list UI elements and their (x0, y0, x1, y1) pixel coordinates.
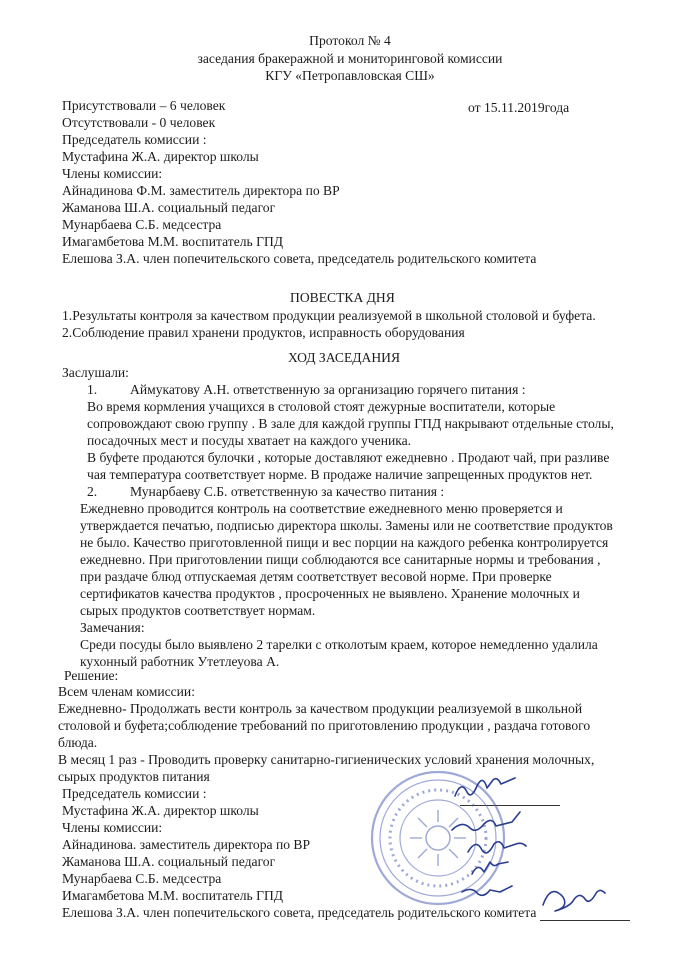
speaker-text-line: Во время кормления учащихся в столовой стоят дежурные воспитатели, которые (87, 399, 556, 414)
member-line: Мунарбаева С.Б. медсестра (62, 217, 222, 232)
chair-label: Председатель комиссии : (62, 132, 207, 147)
member-line: Елешова З.А. член попечительского совета, председатель родительского комитета (62, 251, 537, 266)
members-label: Члены комиссии: (62, 166, 163, 181)
protocol-date: от 15.11.2019года (468, 100, 570, 115)
member-signature (462, 886, 512, 895)
present-count: Присутствовали – 6 человек (62, 98, 226, 113)
speaker-text-line: чая температура соответствует норме. В продаже наличие запрещенных продуктов нет. (87, 467, 593, 482)
agenda-item: 1.Результаты контроля за качеством продукции реализуемой в школьной столовой и буфета. (62, 308, 596, 323)
speaker-number: 1. (87, 382, 98, 397)
signature-member-line: Мунарбаева С.Б. медсестра (62, 871, 222, 886)
member-signature (472, 862, 508, 874)
decision-line: Ежедневно- Продолжать вести контроль за качеством продукции реализуемой в школьной (58, 701, 583, 716)
speaker-number: 2. (87, 484, 98, 499)
speaker-text-line: посадочных мест и посуды хватает на каждого ученика. (87, 433, 412, 448)
speaker-text-line: Ежедневно проводится контроль на соответствие ежедневного меню проверяется и (80, 501, 563, 516)
signature-member-line: Елешова З.А. член попечительского совета, председатель родительского комитета (62, 905, 537, 920)
decision-addressee: Всем членам комиссии: (58, 684, 195, 699)
absent-count: Отсутствовали - 0 человек (62, 115, 216, 130)
signature-member-line: Айнадинова. заместитель директора по ВР (62, 837, 311, 852)
member-signature (543, 890, 605, 911)
speaker-text-line: не было. Качество приготовленной пищи и вес порции на каждого ребенка контролируется (80, 535, 609, 550)
signature-chair-label: Председатель комиссии : (62, 786, 207, 801)
decision-line: В месяц 1 раз - Проводить проверку санитарно-гигиенических условий хранения молочных, (58, 752, 595, 767)
remarks-line: кухонный работник Утетлеуова А. (80, 654, 280, 669)
member-signature (452, 812, 520, 830)
remarks-label: Замечания: (80, 620, 145, 635)
speaker-text-line: утверждается печатью, подписью директора школы. Замены или не соответствие продуктов (80, 518, 613, 533)
remarks-line: Среди посуды было выявлено 2 тарелки с отколотым краем, которое немедленно удалила (80, 637, 598, 652)
speaker-text-line: сопровождают свою группу . В зале для каждой группы ГПД накрывают отдельные столы, (87, 416, 614, 431)
decision-line: сырых продуктов питания (58, 769, 210, 784)
chair-signature (455, 778, 515, 796)
member-line: Имагамбетова М.М. воспитатель ГПД (62, 234, 284, 249)
organization-name: КГУ «Петропавловская СШ» (265, 68, 435, 83)
signature-member-line: Жаманова Ш.А. социальный педагог (62, 854, 276, 869)
speaker-name: Мунарбаеву С.Б. ответственную за качество питания : (130, 484, 445, 499)
signature-line (540, 920, 630, 921)
speaker-text-line: ежедневно. При приготовлении пищи соблюдаются все санитарные нормы и требования , (80, 552, 601, 567)
signature-line (460, 805, 560, 806)
signature-member-line: Имагамбетова М.М. воспитатель ГПД (62, 888, 284, 903)
decision-label: Решение: (64, 668, 119, 683)
proceedings-title: ХОД ЗАСЕДАНИЯ (288, 350, 401, 365)
chair-name: Мустафина Ж.А. директор школы (62, 149, 259, 164)
speaker-text-line: сертификатов качества продуктов , просроченных не выявлено. Хранение молочных и (80, 586, 580, 601)
agenda-item: 2.Соблюдение правил хранени продуктов, исправность оборудования (62, 325, 465, 340)
document-subtitle: заседания бракеражной и мониторинговой комиссии (197, 51, 503, 66)
document-title: Протокол № 4 (309, 33, 391, 48)
speaker-text-line: сырых продуктов соответствует нормам. (80, 603, 316, 618)
member-signature (468, 842, 526, 853)
decision-line: столовой и буфета;соблюдение требований по приготовлению продукции , раздача готового (58, 718, 591, 733)
heard-label: Заслушали: (62, 365, 129, 380)
signature-chair-name: Мустафина Ж.А. директор школы (62, 803, 259, 818)
signature-members-label: Члены комиссии: (62, 820, 163, 835)
member-line: Жаманова Ш.А. социальный педагог (62, 200, 276, 215)
speaker-name: Аймукатову А.Н. ответственную за организацию горячего питания : (130, 382, 526, 397)
decision-line: блюда. (58, 735, 98, 750)
speaker-text-line: В буфете продаются булочки , которые доставляют ежедневно . Продают чай, при разливе (87, 450, 610, 465)
member-line: Айнадинова Ф.М. заместитель директора по ВР (62, 183, 340, 198)
speaker-text-line: при раздаче блюд отпускаемая детям соответствует весовой норме. При проверке (80, 569, 552, 584)
agenda-title: ПОВЕСТКА ДНЯ (290, 290, 395, 305)
